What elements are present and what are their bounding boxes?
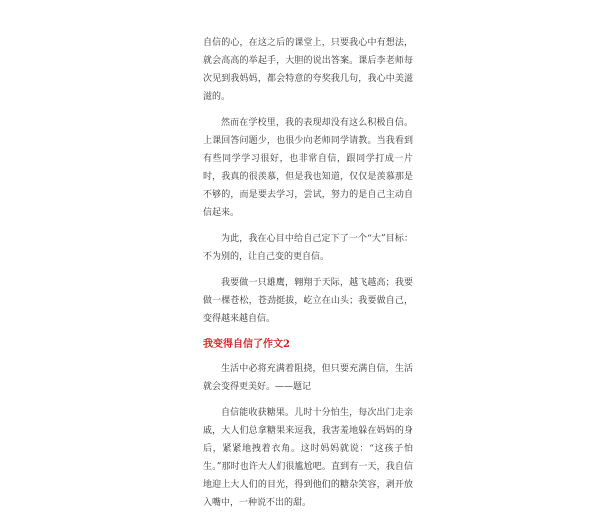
paragraph: 为此，我在心目中给自己定下了一个“大”目标：不为别的，让自己变的更自信。 (203, 234, 413, 262)
paragraph: 生活中必将充满着阻挠，但只要充满自信，生活就会变得更美好。——题记 (203, 364, 413, 392)
paragraph: 我要做一只雄鹰，翱翔于天际，越飞越高；我要做一棵苍松，苍劲挺拔，屹立在山头；我要做自己，变得越来越自信。 (203, 278, 413, 324)
article-body (203, 34, 413, 520)
paragraph: 然而在学校里，我的表现却没有这么积极自信。上课回答问题少，也很少向老师同学请教。当我看到有些同学学习很好，也非常自信，跟同学打成一片时，我真的很羡慕，但是我也知道，仅仅是羡慕那是不够的，而是要去学习，尝试，努力的是自己主动自信起来。 (203, 118, 413, 218)
paragraph: 自信能收获糖果。儿时十分怕生，每次出门走亲戚，大人们总拿糖果来逗我，我害羞地躲在妈妈的身后，紧紧地拽着衣角。这时妈妈就说：“这孩子怕生。”那时也许大人们很尴尬吧。直到有一天，我自信地迎上大人们的目光，得到他们的糖杂笑容，剥开放入嘴中，一种说不出的甜。 (203, 408, 413, 508)
section-heading: 我变得自信了作文2 (203, 339, 290, 350)
paragraph: 自信的心，在这之后的课堂上，只要我心中有想法，就会高高的举起手，大胆的说出答案。课后李老师每次见到我妈妈，都会特意的夸奖我几句，我心中美滋滋的。 (203, 38, 413, 102)
